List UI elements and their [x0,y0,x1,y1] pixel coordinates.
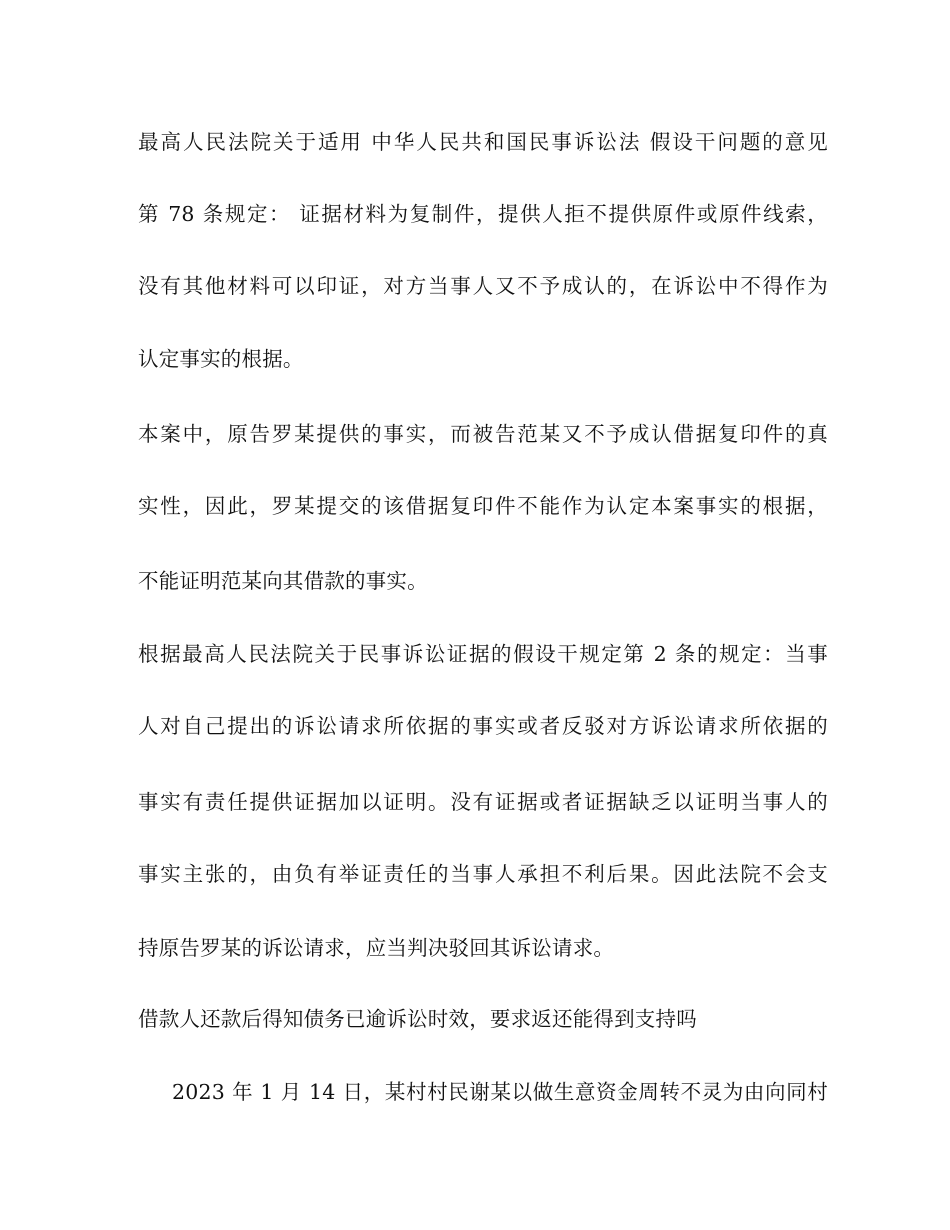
text-line-3: 没有其他材料可以印证，对方当事人又不予成认的，在诉讼中不得作为 [138,274,828,298]
text-line-14: 2023 年 1 月 14 日，某村村民谢某以做生意资金周转不灵为由向同村 [172,1080,828,1104]
text-line-1: 最高人民法院关于适用 中华人民共和国民事诉讼法 假设干问题的意见 [138,130,828,154]
text-line-4: 认定事实的根据。 [138,347,304,371]
text-line-9: 人对自己提出的诉讼请求所依据的事实或者反驳对方诉讼请求所依据的 [138,714,828,738]
text-line-10: 事实有责任提供证据加以证明。没有证据或者证据缺乏以证明当事人的 [138,790,828,814]
section-heading: 借款人还款后得知债务已逾诉讼时效，要求返还能得到支持吗 [138,1007,697,1031]
text-line-7: 不能证明范某向其借款的事实。 [138,569,428,593]
text-line-2: 第 78 条规定： 证据材料为复制件，提供人拒不提供原件或原件线索， [138,202,828,226]
text-line-8: 根据最高人民法院关于民事诉讼证据的假设干规定第 2 条的规定：当事 [138,642,828,666]
text-line-12: 持原告罗某的诉讼请求，应当判决驳回其诉讼请求。 [138,936,615,960]
text-line-11: 事实主张的，由负有举证责任的当事人承担不利后果。因此法院不会支 [138,862,828,886]
text-line-6: 实性，因此，罗某提交的该借据复印件不能作为认定本案事实的根据， [138,494,828,518]
text-line-5: 本案中，原告罗某提供的事实，而被告范某又不予成认借据复印件的真 [138,422,828,446]
